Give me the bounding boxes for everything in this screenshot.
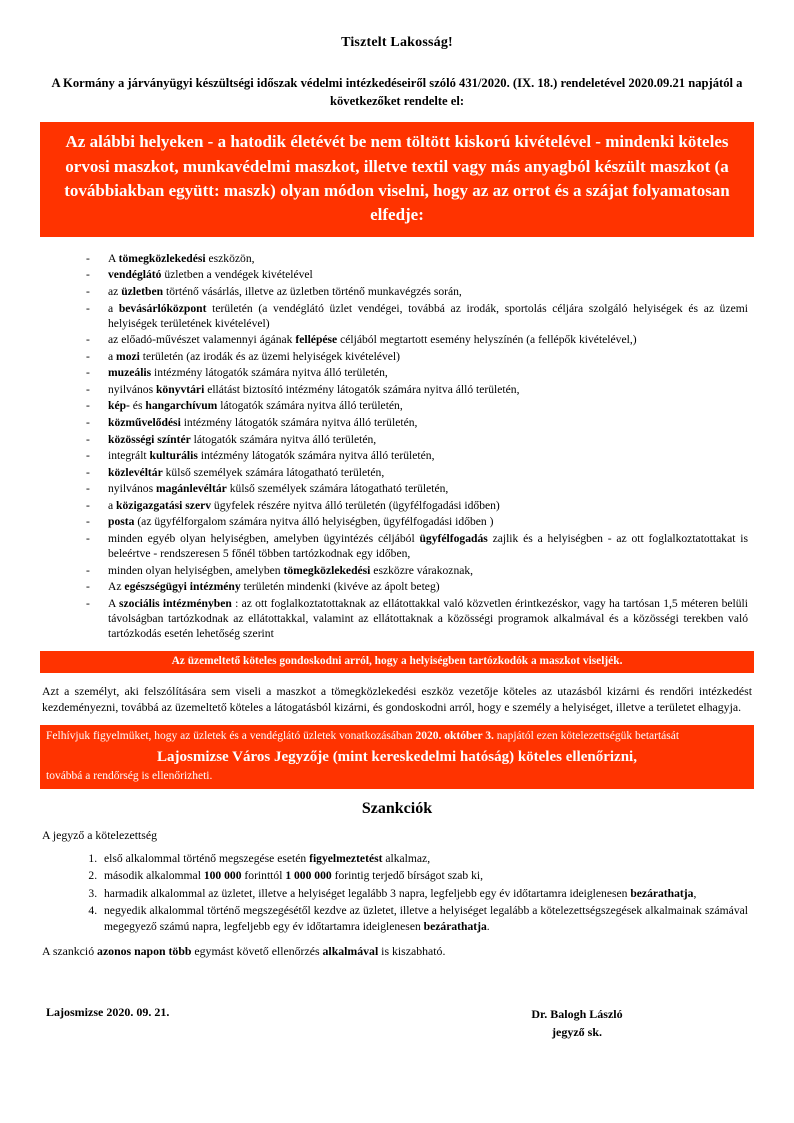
notice-line-1a: Felhívjuk figyelmüket, hogy az üzletek és a vendéglátó üzletek vonatkozásában bbox=[46, 729, 416, 742]
list-item: - közlevéltár külső személyek számára látogatható területén, bbox=[82, 465, 748, 480]
notice-authority-text: Lajosmizse Város Jegyzője (mint kereskedelmi hatóság) köteles ellenőrizni bbox=[157, 749, 634, 766]
list-item: - közművelődési intézmény látogatók számára nyitva álló területén, bbox=[82, 415, 748, 430]
list-item: - a bevásárlóközpont területén (a vendéglátó üzlet vendégei, továbbá az irodák, sportolás céljára szolgáló helyiségek és az üzemi helyiségek területének kivételével) bbox=[82, 301, 748, 331]
list-item: - vendéglátó üzletben a vendégek kivételével bbox=[82, 267, 748, 282]
list-item: - integrált kulturális intézmény látogatók számára nyitva álló területén, bbox=[82, 448, 748, 463]
list-item: - Az egészségügyi intézmény területén mindenki (kivéve az ápolt beteg) bbox=[82, 579, 748, 594]
operator-duty-bar: Az üzemeltető köteles gondoskodni arról, hogy a helyiségben tartózkodók a maszkot viseljék. bbox=[40, 651, 754, 673]
notice-tail: továbbá a rendőrség is ellenőrizheti. bbox=[46, 769, 213, 782]
page-title: Tisztelt Lakosság! bbox=[341, 35, 453, 50]
notice-block bbox=[40, 725, 754, 790]
list-item: - kép- és hangarchívum látogatók számára nyitva álló területén, bbox=[82, 398, 748, 413]
list-item: - nyilvános könyvtári ellátást biztosító intézmény látogatók számára nyitva álló területén, bbox=[82, 382, 748, 397]
list-item: - muzeális intézmény látogatók számára nyitva álló területén, bbox=[82, 365, 748, 380]
sanctions-list bbox=[40, 851, 748, 935]
closing-paragraph: A szankció azonos napon több egymást követő ellenőrzés alkalmával is kiszabható. bbox=[42, 944, 446, 959]
list-item: - az üzletben történő vásárlás, illetve az üzletben történő munkavégzés során, bbox=[82, 284, 748, 299]
enforcement-paragraph: Azt a személyt, aki felszólítására sem viseli a maszkot a tömegközlekedési eszköz vezetője köteles az utazásból kizárni és rendőri intézkedést kezdeményezni, továbbá az üzemeltető köteles a látogatásból kizárni, és gondoskodni arról, hogy e személy a helyiséget, illetve a területet elhagyja. bbox=[42, 683, 752, 714]
notice-line-1b: napjától ezen kötelezettségük betartását bbox=[493, 729, 680, 742]
sanction-item: 4. negyedik alkalommal történő megszegésétől kezdve az üzletet, illetve a helyiséget legalább a kötelezettségszegések alkalmainak számával megegyező számú napra, legfeljebb egy év időtartamra ideiglenesen bezárathatja. bbox=[100, 903, 748, 934]
list-item: - A szociális intézményben : az ott foglalkoztatottaknak az ellátottakkal való közvetlen érintkezéskor, vagy ha tartósan 1,5 méteren belüli távolságban tartózkodnak az ellátottakkal, valamint az ellátottaknak a közösségi programok alkalmával és a közösségi terekben való tartózkodás esetén lehetőség szerint bbox=[82, 596, 748, 641]
notice-authority-line bbox=[46, 746, 748, 769]
sanctions-title: Szankciók bbox=[361, 800, 433, 818]
signature-place-date: Lajosmizse 2020. 09. 21. bbox=[46, 1005, 170, 1020]
list-item: - posta (az ügyfélforgalom számára nyitva álló helyiségben, ügyfélfogadási időben ) bbox=[82, 514, 748, 529]
sanctions-lead: A jegyző a kötelezettség bbox=[42, 827, 157, 842]
signer-name: Dr. Balogh László bbox=[531, 1007, 623, 1022]
sanction-item: 1. első alkalommal történő megszegése esetén figyelmeztetést alkalmaz, bbox=[100, 851, 748, 867]
list-item: - a közigazgatási szerv ügyfelek részére nyitva álló területén (ügyfélfogadási időben) bbox=[82, 498, 748, 513]
list-item: - minden olyan helyiségben, amelyben tömegközlekedési eszközre várakoznak, bbox=[82, 563, 748, 578]
red-headline-banner: Az alábbi helyeken - a hatodik életévét be nem töltött kiskorú kivételével - mindenki köteles orvosi maszkot, munkavédelmi maszkot, illetve textil vagy más anyagból készült maszkot (a továbbiakban együtt: maszk) olyan módon viselni, hogy az az orrot és a szájat folyamatosan elfedje: bbox=[40, 122, 754, 237]
list-item: - az előadó-művészet valamennyi ágának fellépése céljából megtartott esemény helyszínén (a fellépők kivételével,) bbox=[82, 332, 748, 347]
obligation-list bbox=[40, 251, 754, 641]
signature-block bbox=[40, 1005, 754, 1041]
list-item: - nyilvános magánlevéltár külső személyek számára látogatható területén, bbox=[82, 481, 748, 496]
signer-role: jegyző sk. bbox=[552, 1025, 602, 1040]
list-item: - A tömegközlekedési eszközön, bbox=[82, 251, 748, 266]
notice-date: 2020. október 3. bbox=[415, 729, 494, 742]
sanction-item: 2. második alkalommal 100 000 forinttól 1 000 000 forintig terjedő bírságot szab ki, bbox=[100, 868, 748, 884]
list-item: - minden egyéb olyan helyiségben, amelyben ügyintézés céljából ügyfélfogadás zajlik és a helyiségben - az ott foglalkoztatottakat is beleértve - rendszeresen 5 főnél többen tartózkodnak egy időben, bbox=[82, 531, 748, 561]
signature-signer bbox=[400, 1005, 754, 1041]
intro-paragraph: A Kormány a járványügyi készültségi időszak védelmi intézkedéseiről szóló 431/2020. (IX. 18.) rendeletével 2020.09.21 napjától a következőket rendelte el: bbox=[51, 75, 743, 109]
sanction-item: 3. harmadik alkalommal az üzletet, illetve a helyiséget legalább 3 napra, legfeljebb egy év időtartamra ideiglenesen bezárathatja, bbox=[100, 886, 748, 902]
notice-authority-comma: , bbox=[633, 749, 637, 766]
list-item: - a mozi területén (az irodák és az üzemi helyiségek kivételével) bbox=[82, 349, 748, 364]
list-item: - közösségi színtér látogatók számára nyitva álló területén, bbox=[82, 432, 748, 447]
